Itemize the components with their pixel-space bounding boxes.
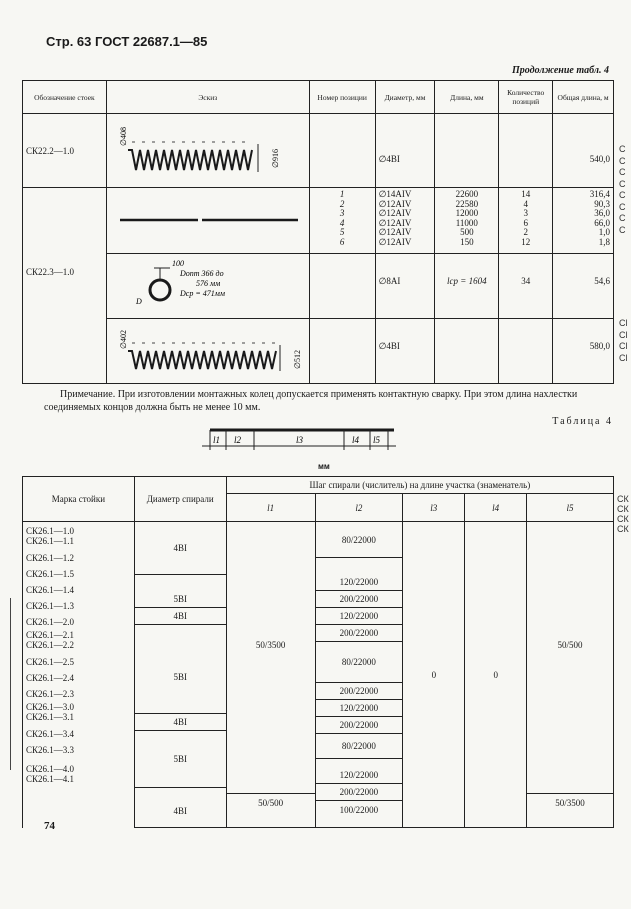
list-item: СК26.1—2.0 <box>26 617 75 627</box>
segment-label: l4 <box>352 435 360 445</box>
cell-total: 54,6 <box>553 254 614 319</box>
list-item: СК26.1—1.2 <box>26 553 75 563</box>
col-header-step: Шаг спирали (числитель) на длине участка (знаменатель) <box>226 477 613 494</box>
cell-count: 34 <box>499 254 553 319</box>
list-item: СК26.1—2.4 <box>26 673 75 683</box>
edge-text-item: С <box>619 155 626 166</box>
cell-total: 316,4 90,3 36,0 66,0 1,0 1,8 <box>553 188 614 254</box>
diameter-column <box>134 522 226 828</box>
sketch-label: D <box>135 297 142 306</box>
col-header-mark: Марка стойки <box>23 477 135 522</box>
cell-mark: СК22.3—1.0 <box>23 188 107 384</box>
edge-text <box>619 318 631 364</box>
list-item: СК26.1—3.3 <box>26 745 75 755</box>
list-item: СК26.1—3.0 СК26.1—3.1 <box>26 702 75 722</box>
l2-cell: 200/22000 <box>316 591 403 608</box>
diameter-cell: 4ВI <box>173 806 187 816</box>
segment-label: l5 <box>373 435 381 445</box>
cell-position <box>309 319 375 384</box>
cell-total: 580,0 <box>553 319 614 384</box>
sketch-spiral-1 <box>106 114 309 188</box>
cell-position: 1 2 3 4 5 6 <box>309 188 375 254</box>
list-item: СК26.1—4.0 СК26.1—4.1 <box>26 764 75 784</box>
page-header: Стр. 63 ГОСТ 22687.1—85 <box>46 34 208 49</box>
l2-cell: 200/22000 <box>316 683 403 700</box>
cell-total: 540,0 <box>553 114 614 188</box>
edge-text-item: СК <box>617 504 629 514</box>
cell-diameter: ∅4ВI <box>375 114 435 188</box>
cell-length: lср = 1604 <box>435 254 499 319</box>
col-header-count: Количество позиций <box>499 81 553 114</box>
edge-text-item: СК <box>617 494 629 504</box>
cell-diameter: ∅4ВI <box>375 319 435 384</box>
col-header-l1: l1 <box>226 494 315 522</box>
l5-cell: 50/500 <box>527 522 613 794</box>
cell-length: 22600 22580 12000 11000 500 150 <box>435 188 499 254</box>
table-row <box>23 254 614 319</box>
continuation-label: Продолжение табл. 4 <box>511 65 609 76</box>
edge-text-item: С <box>619 201 626 212</box>
cell-count <box>499 319 553 384</box>
l2-cell: 120/22000 <box>316 767 403 784</box>
table-4 <box>22 476 614 828</box>
diameter-cell: 4ВI <box>135 714 226 731</box>
cell-count <box>499 114 553 188</box>
table-row <box>23 188 614 254</box>
l2-cell: 100/22000 <box>339 805 379 815</box>
cell-count: 14 4 3 6 2 12 <box>499 188 553 254</box>
l2-cell: 80/22000 <box>316 734 403 759</box>
edge-text-item: Cl <box>619 341 628 351</box>
cell-length <box>435 114 499 188</box>
col-header-sketch: Эскиз <box>106 81 309 114</box>
l2-cell: 120/22000 <box>316 700 403 717</box>
diameter-cell: 5ВI <box>135 641 226 714</box>
cell-mark: СК22.2—1.0 <box>23 114 107 188</box>
l2-column <box>315 522 403 828</box>
l2-cell: 80/22000 <box>316 642 403 683</box>
l2-cell: 120/22000 <box>316 608 403 625</box>
col-header-l5: l5 <box>527 494 614 522</box>
sketch-label: ∅916 <box>270 149 280 168</box>
list-item: СК26.1—3.4 <box>26 729 75 739</box>
mark-column <box>23 522 135 828</box>
list-item: СК26.1—1.4 <box>26 585 75 595</box>
l2-cell: 200/22000 <box>316 784 403 801</box>
spiral-shape <box>128 351 276 369</box>
sketch-label: Dопт 366 до <box>179 269 224 278</box>
ring-shape <box>150 280 170 300</box>
list-item: СК26.1—2.5 <box>26 657 75 667</box>
sketch-spiral-2 <box>106 319 309 384</box>
l3-cell: 0 <box>403 522 465 828</box>
table-row <box>23 114 614 188</box>
page-number: 74 <box>44 820 55 832</box>
table-row <box>23 319 614 384</box>
sketch-label: ∅402 <box>118 330 128 349</box>
col-header-diameter: Диаметр, мм <box>375 81 435 114</box>
col-header-total-length: Общая длина, м <box>553 81 614 114</box>
edge-text-item: СК <box>617 524 629 534</box>
col-header-length: Длина, мм <box>435 81 499 114</box>
segment-label: l3 <box>296 435 304 445</box>
col-header-designation: Обозначение стоек <box>23 81 107 114</box>
sketch-ring <box>106 254 309 319</box>
edge-text <box>617 494 631 534</box>
sketch-bars <box>106 188 309 254</box>
diameter-cell: 5ВI <box>135 591 226 608</box>
edge-text-item: С <box>619 213 626 223</box>
col-header-position: Номер позиции <box>309 81 375 114</box>
cell-position <box>309 114 375 188</box>
edge-text-item: С <box>619 224 626 235</box>
edge-text-item: Cl <box>619 352 628 363</box>
scan-line <box>10 598 11 770</box>
l5-cell: 50/3500 <box>555 798 585 808</box>
sketch-label: ∅408 <box>118 127 128 146</box>
list-item: СК26.1—1.3 <box>26 601 75 611</box>
sketch-label: Dср = 471мм <box>179 289 225 298</box>
spiral-shape <box>128 150 252 170</box>
note-text: Примечание. При изготовлении монтажных колец допускается применять контактную сварку. При этом длина нахлестки соединяемых концов должна быть не менее 10 мм. <box>44 389 578 413</box>
l2-cell: 80/22000 <box>316 522 403 558</box>
col-header-l3: l3 <box>403 494 465 522</box>
list-item: СК26.1—2.3 <box>26 689 75 699</box>
sketch-label: 576 мм <box>195 279 220 288</box>
l4-cell: 0 <box>465 522 527 828</box>
l5-column <box>527 522 614 828</box>
diameter-cell: 4ВI <box>135 608 226 625</box>
diameter-cell: 5ВI <box>135 731 226 788</box>
edge-text-item: СК <box>617 514 629 524</box>
l2-cell: 200/22000 <box>316 625 403 642</box>
l2-cell: 120/22000 <box>316 574 403 591</box>
edge-text-item: С <box>619 144 626 154</box>
cell-position <box>309 254 375 319</box>
table-title: Таблица 4 <box>552 416 613 427</box>
sketch-label: 100 <box>171 259 184 268</box>
l1-cell: 50/500 <box>258 798 284 808</box>
list-item: СК26.1—1.5 <box>26 569 75 579</box>
edge-text-item: С <box>619 190 626 200</box>
edge-text-item: С <box>619 178 626 189</box>
col-header-l4: l4 <box>465 494 527 522</box>
l1-column <box>226 522 315 828</box>
spiral-section-diagram <box>196 424 406 454</box>
col-header-spiral-diameter: Диаметр спирали <box>134 477 226 522</box>
edge-text <box>619 144 631 236</box>
l1-cell: 50/3500 <box>227 522 315 794</box>
diameter-cell: 4ВI <box>135 522 226 575</box>
l2-cell: 200/22000 <box>316 717 403 734</box>
unit-label: мм <box>318 462 330 471</box>
cell-diameter: ∅14AIV ∅12AIV ∅12AIV ∅12AIV ∅12AIV ∅12AIV <box>375 188 435 254</box>
segment-label: l1 <box>213 435 221 445</box>
list-item: СК26.1—2.1 СК26.1—2.2 <box>26 630 75 650</box>
sketch-label: ∅512 <box>292 350 302 369</box>
cell-length <box>435 319 499 384</box>
edge-text-item: Cl <box>619 329 628 340</box>
edge-text-item: Cl <box>619 318 628 328</box>
edge-text-item: С <box>619 167 626 177</box>
segment-label: l2 <box>234 435 242 445</box>
list-item: СК26.1—1.0 СК26.1—1.1 <box>26 526 75 546</box>
table-1 <box>22 80 614 384</box>
cell-diameter: ∅8AI <box>375 254 435 319</box>
col-header-l2: l2 <box>315 494 403 522</box>
